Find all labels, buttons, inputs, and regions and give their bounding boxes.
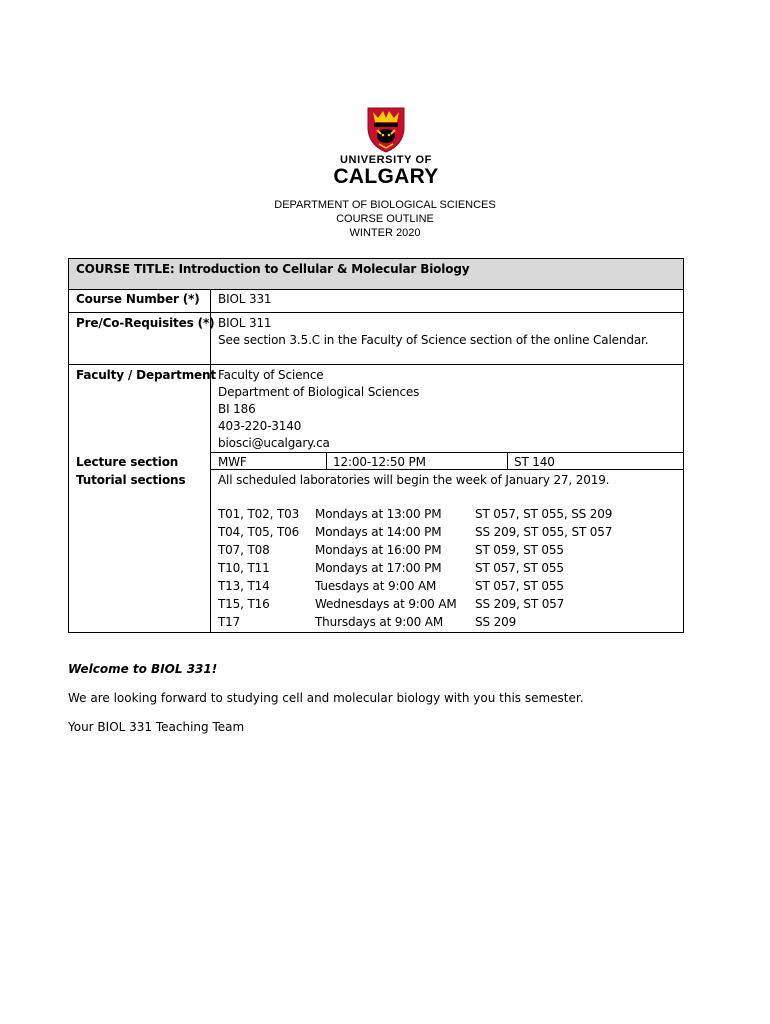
prerequisite-course: BIOL 311	[218, 316, 272, 330]
tutorial-rooms: SS 209	[475, 615, 517, 629]
tutorial-rooms: ST 057, ST 055	[475, 579, 564, 593]
prerequisites-label: Pre/Co-Requisites (*)	[76, 316, 215, 330]
row-divider	[69, 364, 683, 365]
tutorial-sections: T17	[218, 615, 241, 629]
lecture-section-label: Lecture section	[76, 455, 179, 469]
faculty-label: Faculty / Department	[76, 368, 217, 382]
tutorial-sections: T01, T02, T03	[218, 507, 300, 521]
column-divider	[326, 452, 327, 469]
course-title: COURSE TITLE: Introduction to Cellular & Molecular Biology	[76, 262, 470, 276]
crest-icon	[365, 106, 407, 154]
lecture-days: MWF	[218, 455, 247, 469]
faculty-name: Faculty of Science	[218, 368, 324, 382]
tutorial-time: Mondays at 17:00 PM	[315, 561, 442, 575]
email-address: biosci@ucalgary.ca	[218, 436, 330, 450]
tutorial-time: Mondays at 14:00 PM	[315, 525, 442, 539]
lecture-time: 12:00-12:50 PM	[333, 455, 426, 469]
course-number-label: Course Number (*)	[76, 292, 200, 306]
tutorial-sections: T13, T14	[218, 579, 270, 593]
office-room: BI 186	[218, 402, 256, 416]
welcome-signoff: Your BIOL 331 Teaching Team	[68, 720, 245, 734]
logo-text-line2: CALGARY	[333, 165, 439, 188]
tutorial-sections: T04, T05, T06	[218, 525, 300, 539]
row-divider	[211, 452, 683, 453]
column-divider	[210, 289, 211, 632]
welcome-title: Welcome to BIOL 331!	[68, 662, 218, 676]
phone-number: 403-220-3140	[218, 419, 302, 433]
tutorial-note: All scheduled laboratories will begin the week of January 27, 2019.	[218, 473, 610, 487]
tutorial-time: Mondays at 16:00 PM	[315, 543, 442, 557]
university-logo	[330, 106, 442, 188]
logo-text-line1: UNIVERSITY OF	[340, 154, 432, 166]
tutorial-time: Mondays at 13:00 PM	[315, 507, 442, 521]
tutorial-sections: T15, T16	[218, 597, 270, 611]
tutorial-time: Wednesdays at 9:00 AM	[315, 597, 457, 611]
tutorial-rooms: SS 209, ST 055, ST 057	[475, 525, 613, 539]
column-divider	[507, 452, 508, 469]
tutorial-rooms: ST 059, ST 055	[475, 543, 564, 557]
course-number-value: BIOL 331	[218, 292, 272, 306]
welcome-message: We are looking forward to studying cell and molecular biology with you this semester.	[68, 691, 584, 705]
tutorial-sections-label: Tutorial sections	[76, 473, 186, 487]
tutorial-time: Thursdays at 9:00 AM	[315, 615, 444, 629]
tutorial-sections: T10, T11	[218, 561, 270, 575]
document-type-heading: COURSE OUTLINE	[336, 213, 434, 225]
tutorial-rooms: ST 057, ST 055, SS 209	[475, 507, 613, 521]
row-divider	[69, 312, 683, 313]
term-heading: WINTER 2020	[349, 227, 421, 239]
course-info-table	[68, 258, 684, 633]
tutorial-time: Tuesdays at 9:00 AM	[315, 579, 437, 593]
tutorial-rooms: SS 209, ST 057	[475, 597, 565, 611]
lecture-room: ST 140	[514, 455, 555, 469]
row-divider	[211, 469, 683, 470]
department-name: Department of Biological Sciences	[218, 385, 420, 399]
tutorial-sections: T07, T08	[218, 543, 270, 557]
tutorial-rooms: ST 057, ST 055	[475, 561, 564, 575]
prerequisite-note: See section 3.5.C in the Faculty of Science section of the online Calendar.	[218, 333, 649, 347]
department-heading: DEPARTMENT OF BIOLOGICAL SCIENCES	[274, 199, 496, 211]
